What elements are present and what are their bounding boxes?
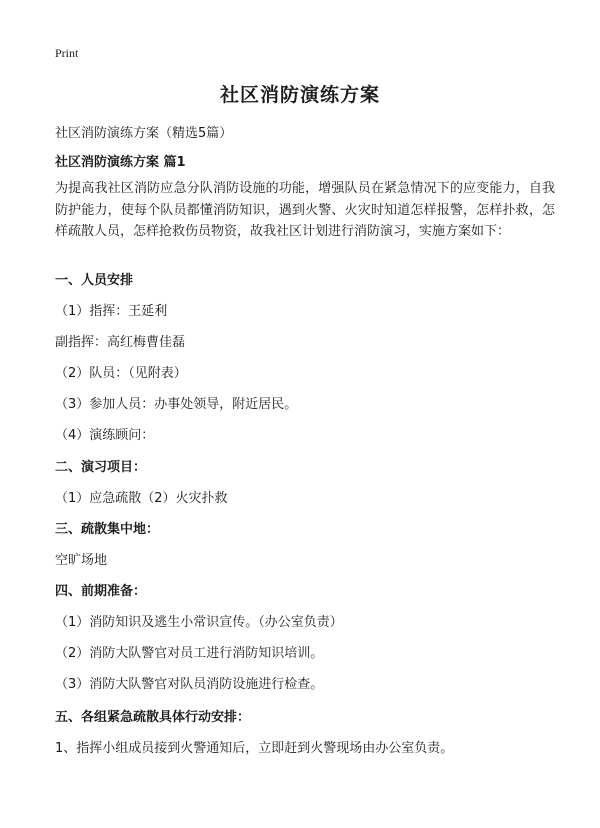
subtitle: 社区消防演练方案（精选5篇） [55, 126, 233, 141]
print-label[interactable]: Print [55, 46, 79, 60]
section-heading-drill-items: 二、演习项目： [55, 460, 147, 475]
section-heading-personnel: 一、人员安排 [55, 273, 134, 288]
article-heading: 社区消防演练方案 篇1 [55, 155, 186, 170]
personnel-participants: （3）参加人员：办事处领导，附近居民。 [55, 397, 298, 412]
personnel-members: （2）队员：（见附表） [55, 366, 187, 381]
assembly-location: 空旷场地 [55, 553, 108, 568]
personnel-commander: （1）指挥：王延利 [55, 304, 168, 319]
intro-paragraph: 为提高我社区消防应急分队消防设施的功能，增强队员在紧急情况下的应变能力，自我防护能力，使每个队员都懂消防知识，遇到火警、火灾时知道怎样报警，怎样扑救，怎样疏散人员，怎样抢救伤员物资，故我社区计划进行消防演习，实施方案如下： [55, 181, 555, 239]
page-title: 社区消防演练方案 [219, 84, 380, 106]
personnel-deputy: 副指挥：高红梅曹佳磊 [55, 335, 186, 350]
section-heading-assembly: 三、疏散集中地： [55, 522, 160, 537]
preparation-item-1: （1）消防知识及逃生小常识宣传。（办公室负责） [55, 615, 343, 630]
section-heading-arrangement: 五、各组紧急疏散具体行动安排： [55, 710, 251, 725]
personnel-advisor: （4）演练顾问： [55, 428, 155, 443]
preparation-item-2: （2）消防大队警官对员工进行消防知识培训。 [55, 646, 324, 661]
arrangement-item-1: 1、指挥小组成员接到火警通知后，立即赶到火警现场由办公室负责。 [55, 741, 454, 756]
section-heading-preparation: 四、前期准备： [55, 584, 147, 599]
preparation-item-3: （3）消防大队警官对队员消防设施进行检查。 [55, 677, 324, 692]
drill-items-list: （1）应急疏散（2）火灾扑救 [55, 491, 228, 506]
